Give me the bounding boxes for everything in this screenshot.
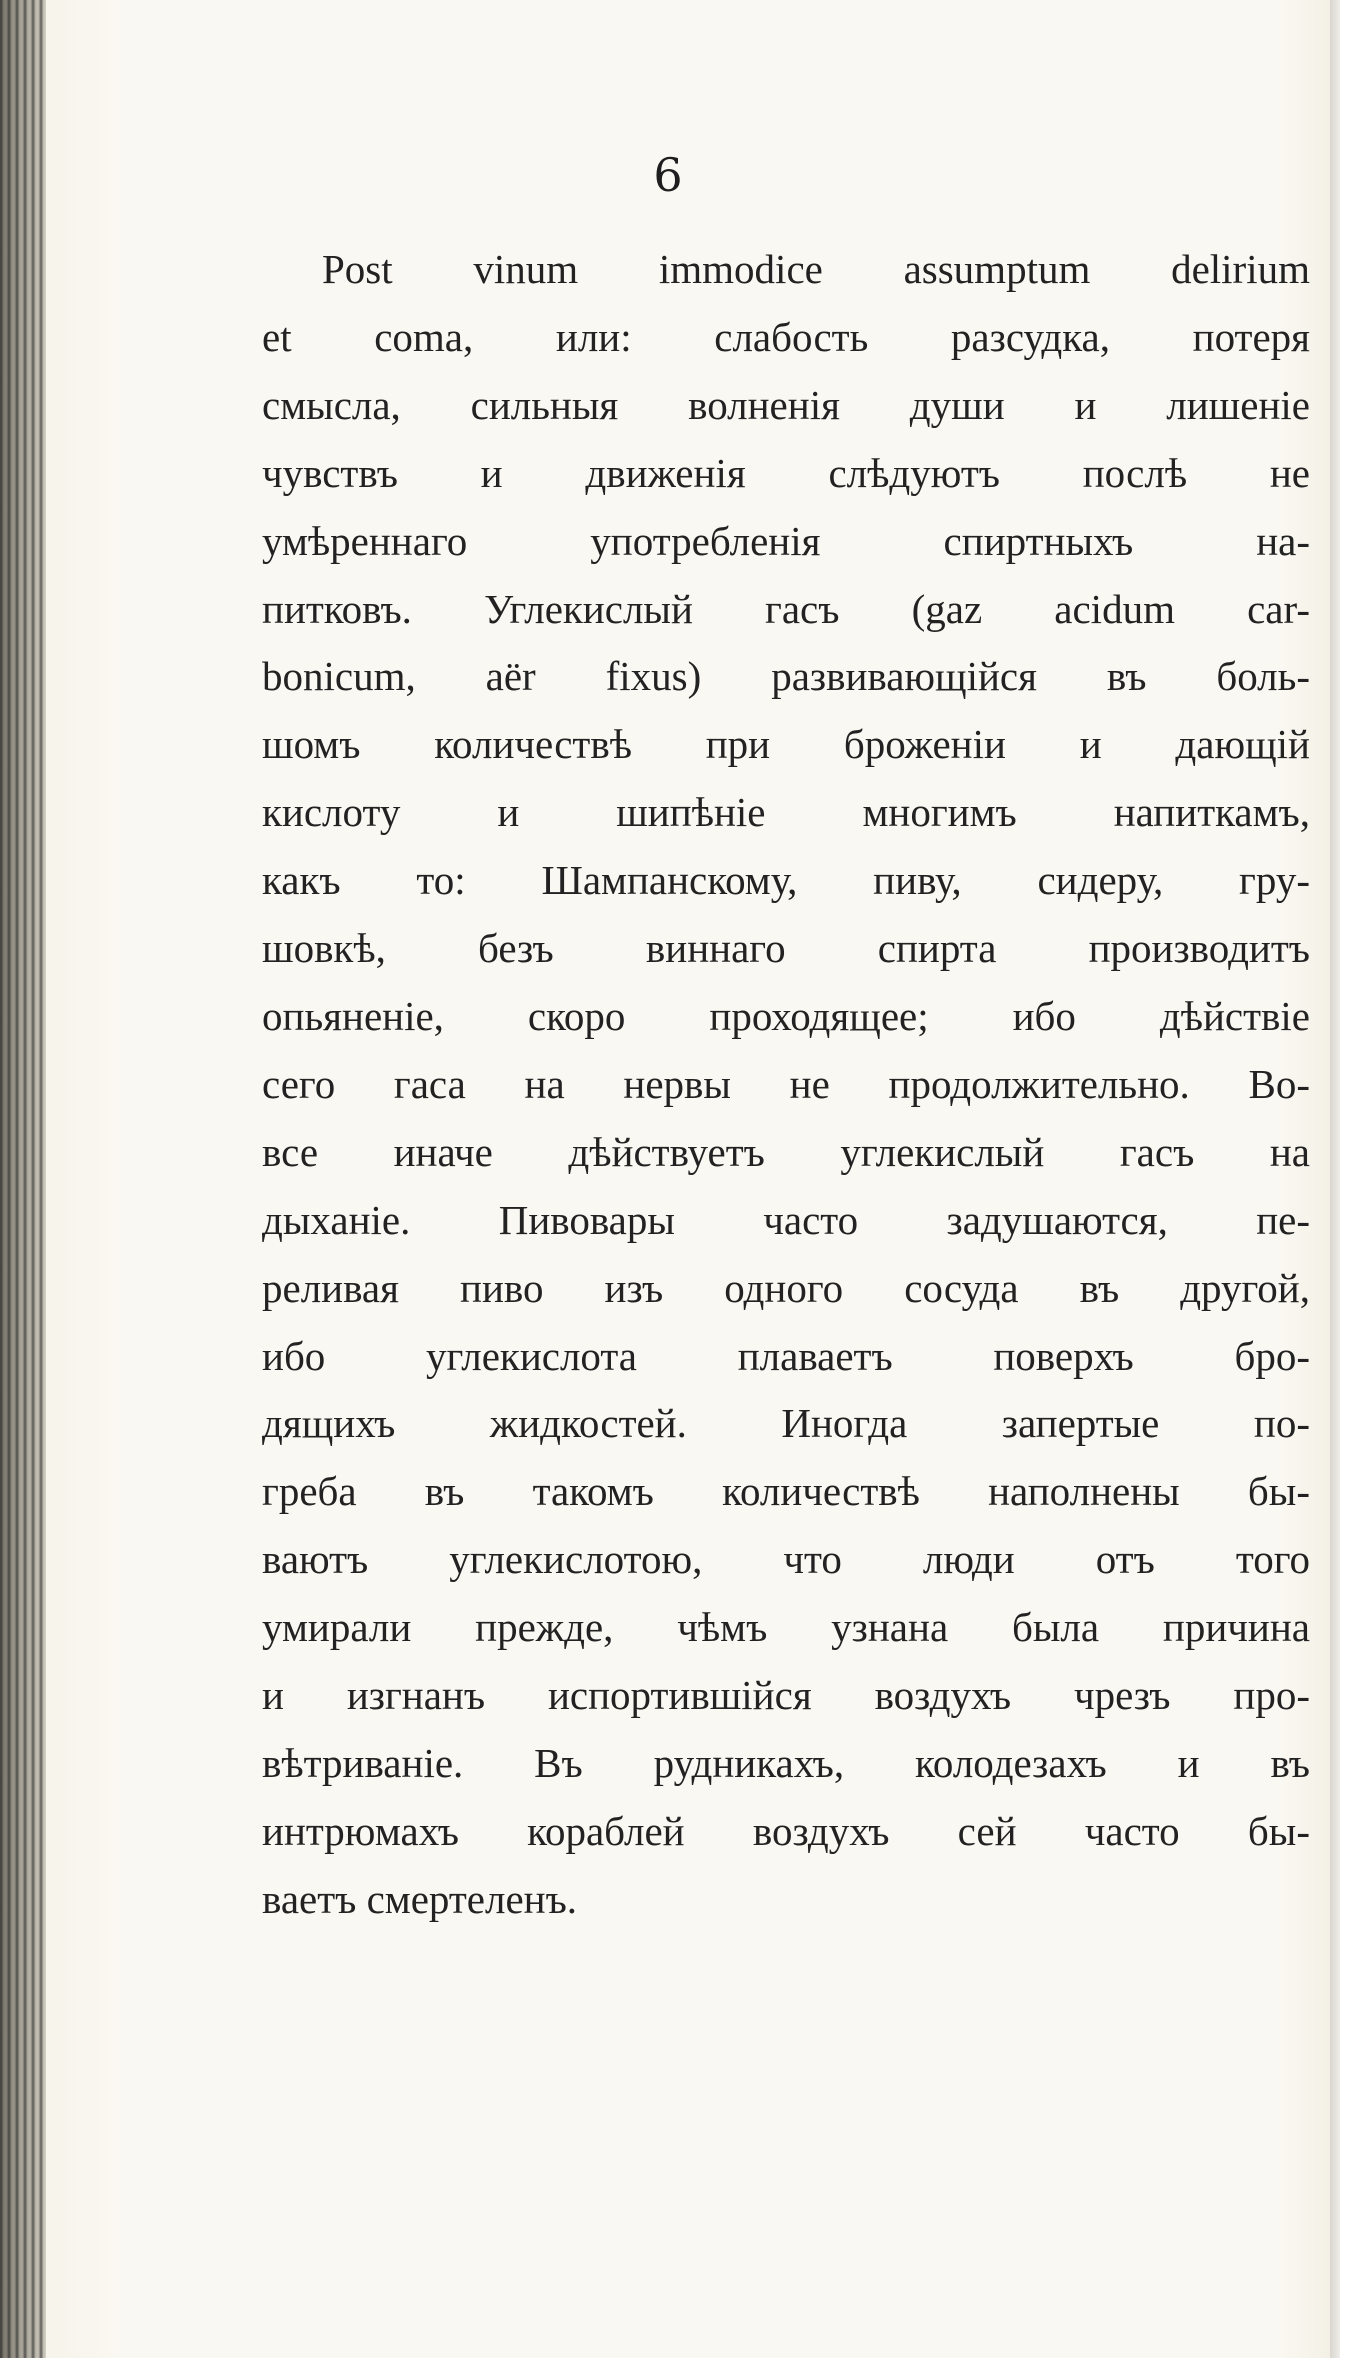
text-line: интрюмахъ кораблей воздухъ сей часто бы- (262, 1807, 1310, 1854)
text-line: ибо углекислота плаваетъ поверхъ бро- (262, 1332, 1310, 1379)
text-line: кислоту и шипѣніе многимъ напиткамъ, (262, 789, 1310, 836)
page-edge (1330, 0, 1340, 2358)
text-line: et coma, или: слабость разсудка, потеря (262, 313, 1310, 360)
text-line: сего гаса на нервы не продолжительно. Во- (262, 1060, 1310, 1107)
text-line: шовкѣ, безъ виннаго спирта производитъ (262, 925, 1310, 972)
text-line: умѣреннаго употребленія спиртныхъ на- (262, 517, 1310, 564)
book-binding (0, 0, 46, 2358)
text-line: реливая пиво изъ одного сосуда въ другой, (262, 1264, 1310, 1311)
text-line: шомъ количествѣ при броженіи и дающій (262, 721, 1310, 768)
text-line: ваетъ смертеленъ. (262, 1875, 578, 1922)
text-line: дыханіе. Пивовары часто задушаются, пе- (262, 1196, 1310, 1243)
text-line: вѣтриваніе. Въ рудникахъ, колодезахъ и въ (262, 1739, 1310, 1786)
text-line: Post vinum immodice assumptum delirium (322, 246, 1310, 292)
text-line: ваютъ углекислотою, что люди отъ того (262, 1536, 1310, 1583)
text-line: смысла, сильныя волненія души и лишеніе (262, 381, 1310, 428)
text-line: опьяненіе, скоро проходящее; ибо дѣйствіе (262, 992, 1310, 1039)
body-text (262, 236, 1310, 1934)
text-line: и изгнанъ испортившійся воздухъ чрезъ про- (262, 1672, 1310, 1719)
text-line: питковъ. Углекислый гасъ (gaz acidum car- (262, 585, 1310, 632)
text-line: дящихъ жидкостей. Иногда запертые по- (262, 1400, 1310, 1447)
text-line: греба въ такомъ количествѣ наполнены бы- (262, 1468, 1310, 1515)
text-line: bonicum, aër fixus) развивающійся въ боль- (262, 653, 1310, 700)
text-line: умирали прежде, чѣмъ узнана была причина (262, 1604, 1310, 1651)
text-line: все иначе дѣйствуетъ углекислый гасъ на (262, 1128, 1310, 1175)
text-line: какъ то: Шампанскому, пиву, сидеру, гру- (262, 857, 1310, 904)
page-number: 6 (653, 148, 683, 202)
text-line: чувствъ и движенія слѣдуютъ послѣ не (262, 449, 1310, 496)
